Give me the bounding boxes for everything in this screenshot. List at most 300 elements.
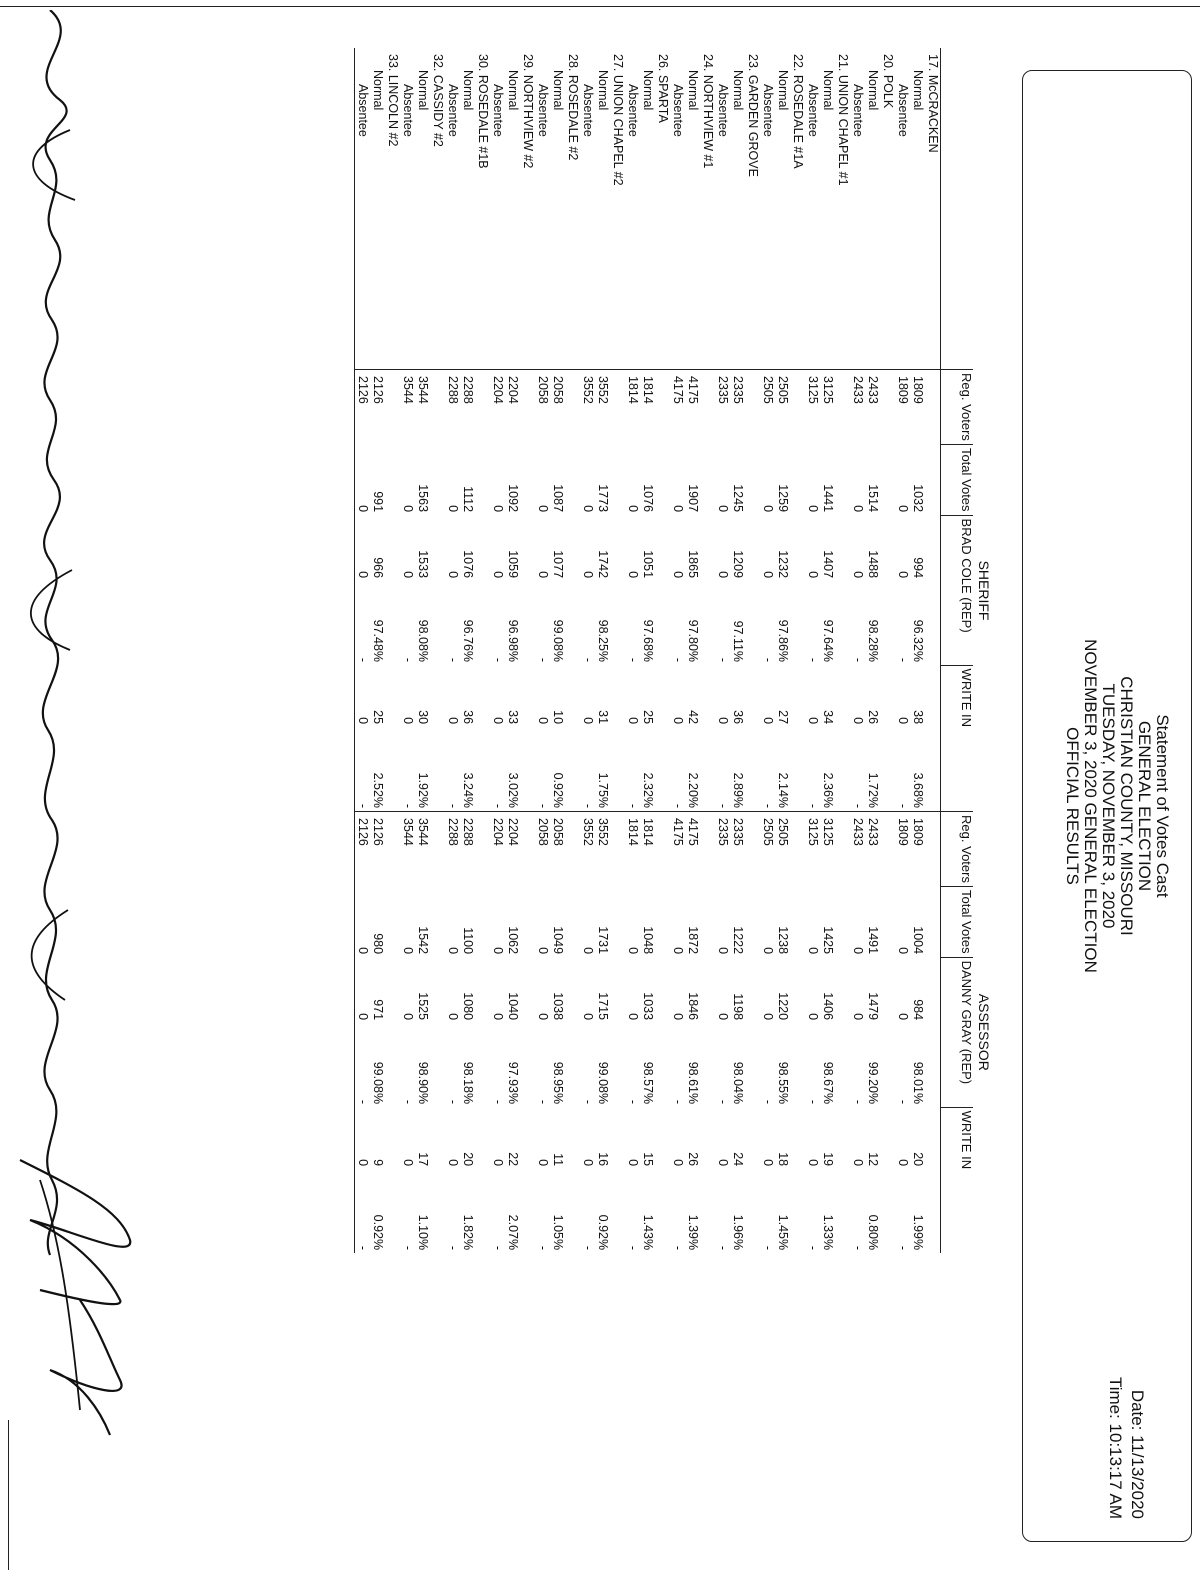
assessor-write-in-pct bbox=[700, 1169, 715, 1253]
sheriff-write-in-pct: 3.24% bbox=[461, 772, 475, 809]
sheriff-write-in-votes: 42 bbox=[686, 710, 700, 725]
sheriff-candidate-votes bbox=[925, 515, 941, 581]
vote-type-label: Normal bbox=[596, 70, 610, 111]
assessor-total-votes bbox=[475, 886, 490, 957]
sheriff-write-in-votes: 26 bbox=[866, 710, 880, 725]
race-header-spacer bbox=[973, 48, 995, 370]
assessor-candidate-votes: 0 bbox=[671, 1013, 685, 1021]
assessor-candidate-votes: 0 bbox=[626, 1013, 640, 1021]
sheriff-reg-voters: 3544 bbox=[415, 370, 430, 445]
assessor-candidate-votes: 1715 bbox=[596, 992, 610, 1021]
assessor-total-votes bbox=[835, 886, 850, 957]
assessor-reg-voters: 2204 bbox=[490, 812, 505, 887]
assessor-total-votes bbox=[430, 886, 445, 957]
assessor-write-in-votes: 0 bbox=[491, 1159, 505, 1167]
assessor-candidate-pct bbox=[925, 1023, 941, 1107]
vote-type-label: Absentee bbox=[851, 84, 865, 137]
vote-type-label: Normal bbox=[686, 70, 700, 111]
sheriff-candidate-votes: 1059 bbox=[506, 550, 520, 579]
table-bottom-rule-cell bbox=[352, 48, 355, 1253]
sheriff-reg-voters: 2204 bbox=[505, 370, 520, 445]
vote-type-label: Absentee bbox=[671, 84, 685, 137]
assessor-candidate-pct: 98.67% bbox=[821, 1061, 835, 1105]
sheriff-write-in-votes bbox=[475, 665, 490, 727]
assessor-total-votes: 1872 bbox=[686, 926, 700, 955]
sheriff-candidate-votes bbox=[610, 515, 625, 581]
assessor-candidate-votes bbox=[745, 957, 760, 1023]
assessor-write-in-votes bbox=[745, 1107, 760, 1169]
sheriff-reg-voters bbox=[925, 370, 941, 445]
sheriff-reg-voters: 1814 bbox=[625, 370, 640, 445]
sheriff-write-in-pct: 2.20% bbox=[686, 772, 700, 809]
precinct-name: 22. ROSEDALE #1A bbox=[791, 54, 805, 169]
assessor-total-votes: 0 bbox=[446, 947, 460, 955]
vote-type-label: Normal bbox=[371, 70, 385, 111]
sheriff-reg-voters: 2288 bbox=[460, 370, 475, 445]
assessor-candidate-votes bbox=[835, 957, 850, 1023]
assessor-candidate-pct: 98.04% bbox=[731, 1061, 745, 1105]
assessor-write-in-votes: 0 bbox=[761, 1159, 775, 1167]
assessor-total-votes bbox=[790, 886, 805, 957]
sheriff-write-in-pct bbox=[385, 727, 400, 812]
assessor-total-votes: 0 bbox=[491, 947, 505, 955]
report-date: Date: 11/13/2020 bbox=[1128, 1389, 1147, 1519]
sheriff-total-votes: 1032 bbox=[911, 484, 925, 513]
assessor-candidate-votes: 0 bbox=[536, 1013, 550, 1021]
sheriff-candidate-votes: 1232 bbox=[776, 550, 790, 579]
sheriff-total-votes: 0 bbox=[761, 505, 775, 513]
assessor-candidate-pct: 98.18% bbox=[461, 1061, 475, 1105]
assessor-total-votes: 980 bbox=[371, 933, 385, 955]
assessor-candidate-pct: 97.93% bbox=[506, 1061, 520, 1105]
table-row bbox=[490, 48, 505, 1253]
sheriff-total-votes-header: Total Votes bbox=[941, 444, 974, 515]
assessor-candidate-votes: 0 bbox=[356, 1013, 370, 1021]
sheriff-candidate-votes: 0 bbox=[761, 571, 775, 579]
assessor-write-in-pct bbox=[610, 1169, 625, 1253]
assessor-candidate-pct: 98.57% bbox=[641, 1061, 655, 1105]
sheriff-candidate-votes: 0 bbox=[356, 571, 370, 579]
table-row bbox=[670, 48, 685, 1253]
sheriff-write-in-pct bbox=[655, 727, 670, 812]
sheriff-reg-voters: 3552 bbox=[580, 370, 595, 445]
assessor-candidate-pct bbox=[385, 1023, 400, 1107]
assessor-candidate-votes bbox=[385, 957, 400, 1023]
assessor-candidate-pct: - bbox=[671, 1099, 685, 1105]
assessor-candidate-pct: - bbox=[446, 1099, 460, 1105]
vote-type-label: Normal bbox=[416, 70, 430, 111]
assessor-candidate-votes: 1038 bbox=[551, 992, 565, 1021]
table-row bbox=[415, 48, 430, 1253]
sheriff-write-in-pct: - bbox=[716, 803, 730, 809]
assessor-write-in-pct: 1.45% bbox=[776, 1214, 790, 1251]
assessor-write-in-votes bbox=[520, 1107, 535, 1169]
sheriff-total-votes: 0 bbox=[446, 505, 460, 513]
vote-type-label: Normal bbox=[461, 70, 475, 111]
precinct-name: 24. NORTHVIEW #1 bbox=[701, 54, 715, 169]
assessor-total-votes: 0 bbox=[806, 947, 820, 955]
table-row bbox=[535, 48, 550, 1253]
precinct-header-row bbox=[880, 48, 895, 1253]
assessor-candidate-pct: 99.08% bbox=[596, 1061, 610, 1105]
sheriff-write-in-votes: 0 bbox=[536, 717, 550, 725]
vote-type-label: Absentee bbox=[581, 84, 595, 137]
sheriff-write-in-votes: 0 bbox=[446, 717, 460, 725]
assessor-total-votes: 0 bbox=[401, 947, 415, 955]
assessor-write-in-votes bbox=[790, 1107, 805, 1169]
precinct-name: 17. McCRACKEN bbox=[926, 54, 940, 153]
assessor-write-in-votes bbox=[700, 1107, 715, 1169]
sheriff-write-in-votes: 31 bbox=[596, 710, 610, 725]
sheriff-write-in-votes: 0 bbox=[851, 717, 865, 725]
assessor-candidate-pct: 99.20% bbox=[866, 1061, 880, 1105]
table-row bbox=[775, 48, 790, 1253]
vote-type-label: Absentee bbox=[401, 84, 415, 137]
assessor-total-votes-header: Total Votes bbox=[941, 886, 974, 957]
sheriff-write-in-votes bbox=[610, 665, 625, 727]
table-row bbox=[580, 48, 595, 1253]
precinct-header-row bbox=[655, 48, 670, 1253]
assessor-candidate-pct: - bbox=[401, 1099, 415, 1105]
assessor-reg-voters: 2433 bbox=[865, 812, 880, 887]
sheriff-candidate-votes bbox=[745, 515, 760, 581]
sheriff-candidate-votes: 966 bbox=[371, 557, 385, 579]
assessor-write-in-pct: - bbox=[581, 1245, 595, 1251]
table-row bbox=[895, 48, 910, 1253]
sheriff-write-in-pct bbox=[610, 727, 625, 812]
assessor-reg-voters: 2058 bbox=[535, 812, 550, 887]
assessor-candidate-pct: 98.61% bbox=[686, 1061, 700, 1105]
sheriff-reg-voters: 3544 bbox=[400, 370, 415, 445]
assessor-reg-voters: 4175 bbox=[685, 812, 700, 887]
sheriff-candidate-votes bbox=[790, 515, 805, 581]
sheriff-write-in-pct bbox=[475, 727, 490, 812]
sheriff-candidate-votes bbox=[700, 515, 715, 581]
sheriff-total-votes bbox=[790, 444, 805, 515]
assessor-write-in-votes: 11 bbox=[551, 1153, 565, 1167]
assessor-candidate-votes bbox=[655, 957, 670, 1023]
sheriff-candidate-pct: - bbox=[896, 657, 910, 663]
assessor-candidate-votes: 1406 bbox=[821, 992, 835, 1021]
sheriff-candidate-pct: 97.80% bbox=[686, 619, 700, 663]
precinct-name: 23. GARDEN GROVE bbox=[746, 54, 760, 177]
assessor-total-votes: 1062 bbox=[506, 926, 520, 955]
precinct-header-row bbox=[430, 48, 445, 1253]
sheriff-total-votes: 0 bbox=[536, 505, 550, 513]
sheriff-candidate-votes: 0 bbox=[671, 571, 685, 579]
assessor-candidate-pct bbox=[655, 1023, 670, 1107]
sheriff-total-votes bbox=[745, 444, 760, 515]
sheriff-candidate-pct: 97.48% bbox=[371, 619, 385, 663]
assessor-write-in-votes: 0 bbox=[896, 1159, 910, 1167]
sheriff-total-votes bbox=[385, 444, 400, 515]
precinct-name: 21. UNION CHAPEL #1 bbox=[836, 54, 850, 186]
sheriff-write-in-votes: 36 bbox=[731, 710, 745, 725]
assessor-candidate-pct: - bbox=[626, 1099, 640, 1105]
sheriff-write-in-pct: 3.68% bbox=[911, 772, 925, 809]
assessor-reg-voters bbox=[385, 812, 400, 887]
assessor-total-votes bbox=[925, 886, 941, 957]
assessor-total-votes bbox=[385, 886, 400, 957]
sheriff-candidate-votes: 1076 bbox=[461, 550, 475, 579]
sheriff-candidate-votes: 1209 bbox=[731, 550, 745, 579]
sheriff-write-in-pct bbox=[745, 727, 760, 812]
assessor-write-in-votes bbox=[610, 1107, 625, 1169]
assessor-write-in-pct bbox=[385, 1169, 400, 1253]
race-header-row bbox=[973, 48, 995, 1253]
assessor-write-in-pct: - bbox=[536, 1245, 550, 1251]
assessor-candidate-votes bbox=[610, 957, 625, 1023]
assessor-candidate-votes: 0 bbox=[896, 1013, 910, 1021]
precinct-name: 29. NORTHVIEW #2 bbox=[521, 54, 535, 169]
sheriff-total-votes: 1259 bbox=[776, 484, 790, 513]
assessor-write-in-pct: 1.96% bbox=[731, 1214, 745, 1251]
assessor-danny-gray-header: DANNY GRAY (REP) bbox=[941, 957, 974, 1107]
assessor-reg-voters: 1814 bbox=[640, 812, 655, 887]
assessor-total-votes bbox=[745, 886, 760, 957]
assessor-write-in-votes: 0 bbox=[536, 1159, 550, 1167]
table-row bbox=[850, 48, 865, 1253]
assessor-total-votes bbox=[610, 886, 625, 957]
precinct-header-row bbox=[790, 48, 805, 1253]
sheriff-reg-voters: 2505 bbox=[760, 370, 775, 445]
assessor-total-votes bbox=[700, 886, 715, 957]
sheriff-write-in-pct bbox=[565, 727, 580, 812]
sheriff-reg-voters: 2505 bbox=[775, 370, 790, 445]
sheriff-candidate-pct: - bbox=[356, 657, 370, 663]
assessor-candidate-votes: 984 bbox=[911, 999, 925, 1021]
sheriff-reg-voters: 2335 bbox=[730, 370, 745, 445]
sheriff-candidate-pct: 97.68% bbox=[641, 619, 655, 663]
sheriff-total-votes: 0 bbox=[491, 505, 505, 513]
assessor-candidate-votes: 1033 bbox=[641, 992, 655, 1021]
sheriff-candidate-pct: 98.08% bbox=[416, 619, 430, 663]
assessor-reg-voters-header: Reg. Voters bbox=[941, 812, 974, 887]
sheriff-write-in-votes bbox=[655, 665, 670, 727]
sheriff-total-votes: 1076 bbox=[641, 484, 655, 513]
assessor-reg-voters: 3544 bbox=[400, 812, 415, 887]
assessor-write-in-pct bbox=[475, 1169, 490, 1253]
sheriff-total-votes bbox=[835, 444, 850, 515]
sheriff-candidate-pct bbox=[745, 581, 760, 665]
assessor-reg-voters: 2058 bbox=[550, 812, 565, 887]
assessor-total-votes bbox=[565, 886, 580, 957]
table-row bbox=[640, 48, 655, 1253]
assessor-candidate-votes: 1220 bbox=[776, 992, 790, 1021]
sheriff-candidate-pct: 97.86% bbox=[776, 619, 790, 663]
sheriff-write-in-votes: 34 bbox=[821, 710, 835, 725]
table-row bbox=[625, 48, 640, 1253]
table-row bbox=[715, 48, 730, 1253]
sheriff-write-in-votes bbox=[880, 665, 895, 727]
sheriff-write-in-pct: - bbox=[491, 803, 505, 809]
assessor-total-votes: 0 bbox=[356, 947, 370, 955]
sheriff-reg-voters: 2126 bbox=[370, 370, 385, 445]
sheriff-write-in-pct: 2.52% bbox=[371, 772, 385, 809]
sheriff-candidate-votes bbox=[475, 515, 490, 581]
sheriff-reg-voters: 3125 bbox=[820, 370, 835, 445]
precinct-name: 33. LINCOLN #2 bbox=[386, 54, 400, 147]
vote-type-label: Absentee bbox=[626, 84, 640, 137]
sheriff-write-in-pct: 1.75% bbox=[596, 772, 610, 809]
assessor-reg-voters: 2505 bbox=[760, 812, 775, 887]
assessor-candidate-votes: 1479 bbox=[866, 992, 880, 1021]
table-row bbox=[445, 48, 460, 1253]
sheriff-candidate-pct: - bbox=[716, 657, 730, 663]
sheriff-reg-voters: 2433 bbox=[850, 370, 865, 445]
sheriff-candidate-pct bbox=[925, 581, 941, 665]
vote-type-label: Absentee bbox=[356, 84, 370, 137]
assessor-write-in-pct bbox=[745, 1169, 760, 1253]
sheriff-write-in-votes: 0 bbox=[761, 717, 775, 725]
sheriff-candidate-votes: 0 bbox=[446, 571, 460, 579]
vote-type-label: Normal bbox=[821, 70, 835, 111]
header-line-4: TUESDAY, NOVEMBER 3, 2020 bbox=[1099, 683, 1118, 929]
sheriff-reg-voters: 2433 bbox=[865, 370, 880, 445]
sheriff-write-in-pct: - bbox=[671, 803, 685, 809]
assessor-reg-voters: 3125 bbox=[805, 812, 820, 887]
sheriff-write-in-votes: 0 bbox=[491, 717, 505, 725]
sheriff-reg-voters bbox=[475, 370, 490, 445]
precinct-name: 32. CASSIDY #2 bbox=[431, 54, 445, 147]
column-header-row bbox=[941, 48, 974, 1253]
assessor-write-in-pct: - bbox=[851, 1245, 865, 1251]
sheriff-candidate-votes: 994 bbox=[911, 557, 925, 579]
table-row bbox=[805, 48, 820, 1253]
sheriff-candidate-pct: - bbox=[626, 657, 640, 663]
sheriff-candidate-votes bbox=[565, 515, 580, 581]
vote-type-label: Normal bbox=[866, 70, 880, 111]
assessor-candidate-pct bbox=[835, 1023, 850, 1107]
assessor-write-in-votes: 0 bbox=[671, 1159, 685, 1167]
sheriff-write-in-votes: 0 bbox=[896, 717, 910, 725]
vote-type-label: Absentee bbox=[896, 84, 910, 137]
sheriff-candidate-pct: - bbox=[491, 657, 505, 663]
assessor-write-in-votes bbox=[655, 1107, 670, 1169]
assessor-reg-voters bbox=[475, 812, 490, 887]
assessor-write-in-pct: 0.92% bbox=[596, 1214, 610, 1251]
assessor-candidate-pct bbox=[700, 1023, 715, 1107]
sheriff-reg-voters: 4175 bbox=[670, 370, 685, 445]
assessor-write-in-votes: 0 bbox=[851, 1159, 865, 1167]
assessor-candidate-votes: 0 bbox=[581, 1013, 595, 1021]
assessor-write-in-pct: - bbox=[716, 1245, 730, 1251]
sheriff-reg-voters-header: Reg. Voters bbox=[941, 370, 974, 445]
assessor-write-in-pct: 2.07% bbox=[506, 1214, 520, 1251]
sheriff-total-votes bbox=[475, 444, 490, 515]
assessor-write-in-votes bbox=[835, 1107, 850, 1169]
sheriff-reg-voters: 1809 bbox=[895, 370, 910, 445]
sheriff-write-in-pct: 2.14% bbox=[776, 772, 790, 809]
sheriff-candidate-pct bbox=[790, 581, 805, 665]
table-row bbox=[910, 48, 925, 1253]
table-row bbox=[370, 48, 385, 1253]
assessor-reg-voters: 4175 bbox=[670, 812, 685, 887]
assessor-write-in-votes bbox=[430, 1107, 445, 1169]
assessor-write-in-pct: - bbox=[491, 1245, 505, 1251]
precinct-header-row bbox=[835, 48, 850, 1253]
sheriff-write-in-votes: 25 bbox=[641, 710, 655, 725]
sheriff-write-in-header: WRITE IN bbox=[941, 665, 974, 812]
sheriff-write-in-votes: 10 bbox=[551, 710, 565, 725]
assessor-write-in-pct: 1.33% bbox=[821, 1214, 835, 1251]
sheriff-write-in-votes bbox=[835, 665, 850, 727]
sheriff-write-in-pct: 0.92% bbox=[551, 772, 565, 809]
sheriff-write-in-votes bbox=[430, 665, 445, 727]
assessor-reg-voters bbox=[565, 812, 580, 887]
sheriff-reg-voters bbox=[655, 370, 670, 445]
assessor-candidate-pct: - bbox=[806, 1099, 820, 1105]
table-row bbox=[820, 48, 835, 1253]
sheriff-candidate-votes: 1407 bbox=[821, 550, 835, 579]
assessor-total-votes: 1100 bbox=[461, 927, 475, 955]
assessor-reg-voters bbox=[880, 812, 895, 887]
assessor-write-in-pct bbox=[790, 1169, 805, 1253]
assessor-write-in-pct: - bbox=[446, 1245, 460, 1251]
sheriff-total-votes: 991 bbox=[371, 491, 385, 513]
sheriff-total-votes: 1087 bbox=[551, 484, 565, 513]
sheriff-reg-voters bbox=[745, 370, 760, 445]
vote-type-label: Normal bbox=[731, 70, 745, 111]
sheriff-write-in-pct: 2.89% bbox=[731, 772, 745, 809]
sheriff-candidate-pct: - bbox=[401, 657, 415, 663]
sheriff-candidate-votes: 1077 bbox=[551, 550, 565, 579]
sheriff-write-in-votes: 0 bbox=[671, 717, 685, 725]
assessor-write-in-pct: 1.39% bbox=[686, 1214, 700, 1251]
table-row bbox=[595, 48, 610, 1253]
precinct-header-row bbox=[475, 48, 490, 1253]
sheriff-total-votes bbox=[520, 444, 535, 515]
assessor-reg-voters: 1809 bbox=[895, 812, 910, 887]
sheriff-write-in-votes bbox=[385, 665, 400, 727]
assessor-candidate-pct: - bbox=[536, 1099, 550, 1105]
sheriff-reg-voters: 2204 bbox=[490, 370, 505, 445]
sheriff-write-in-votes: 33 bbox=[506, 710, 520, 725]
assessor-write-in-pct bbox=[880, 1169, 895, 1253]
sheriff-write-in-votes bbox=[925, 665, 941, 727]
assessor-write-in-votes: 0 bbox=[581, 1159, 595, 1167]
assessor-write-in-votes: 12 bbox=[866, 1152, 880, 1167]
assessor-reg-voters: 2335 bbox=[730, 812, 745, 887]
table-row bbox=[355, 48, 371, 1253]
assessor-write-in-votes: 20 bbox=[911, 1152, 925, 1167]
assessor-reg-voters bbox=[700, 812, 715, 887]
votes-table-body bbox=[352, 48, 941, 1253]
sheriff-reg-voters: 3552 bbox=[595, 370, 610, 445]
sheriff-candidate-votes: 0 bbox=[626, 571, 640, 579]
assessor-write-in-votes: 0 bbox=[806, 1159, 820, 1167]
sheriff-candidate-pct bbox=[700, 581, 715, 665]
assessor-candidate-pct bbox=[745, 1023, 760, 1107]
report-time: Time: 10:13:17 AM bbox=[1106, 1376, 1125, 1519]
sheriff-total-votes bbox=[655, 444, 670, 515]
votes-table bbox=[352, 48, 995, 1253]
assessor-candidate-votes bbox=[925, 957, 941, 1023]
assessor-write-in-pct bbox=[430, 1169, 445, 1253]
sheriff-write-in-pct: 3.02% bbox=[506, 772, 520, 809]
precinct-col-header bbox=[941, 48, 974, 370]
table-bottom-rule bbox=[352, 48, 355, 1253]
sheriff-total-votes: 0 bbox=[356, 505, 370, 513]
assessor-reg-voters bbox=[790, 812, 805, 887]
assessor-total-votes: 1238 bbox=[776, 926, 790, 955]
votes-table-wrapper bbox=[352, 48, 995, 1253]
precinct-header-row bbox=[745, 48, 760, 1253]
sheriff-total-votes: 1112 bbox=[461, 486, 475, 513]
assessor-reg-voters: 3552 bbox=[595, 812, 610, 887]
assessor-reg-voters: 3544 bbox=[415, 812, 430, 887]
assessor-reg-voters: 2126 bbox=[355, 812, 371, 887]
